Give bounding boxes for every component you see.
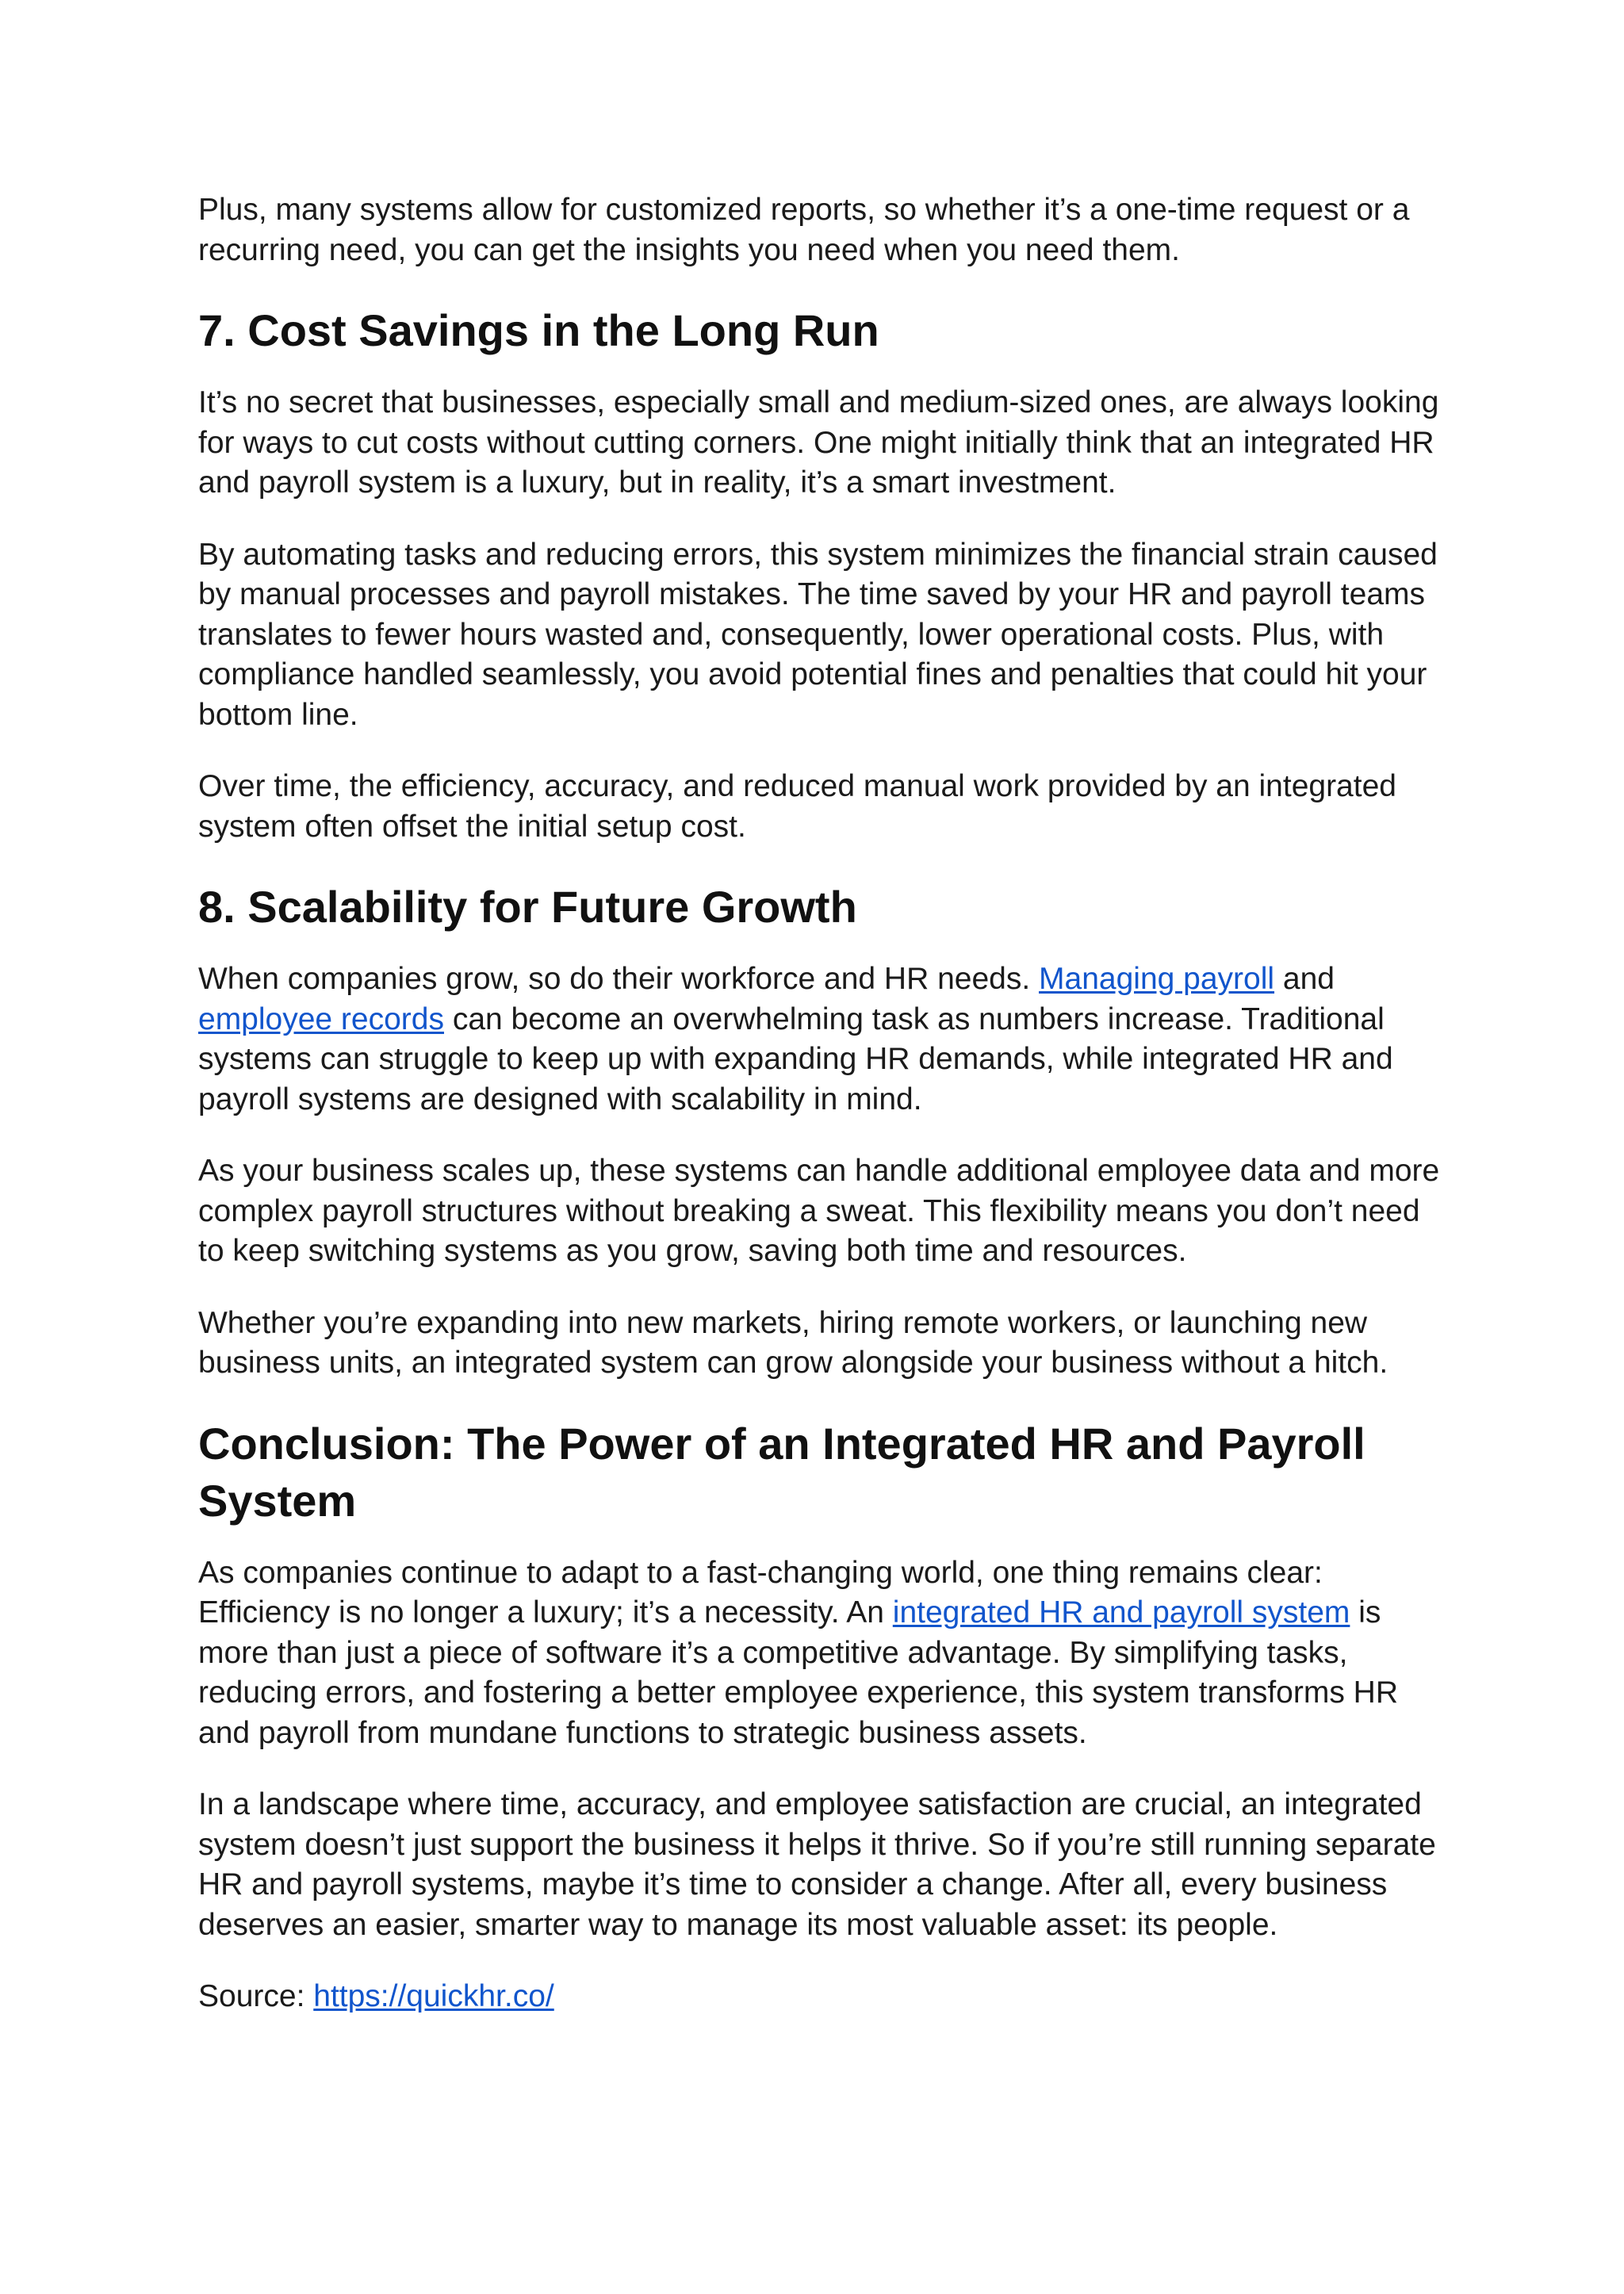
section-7-paragraph-2: By automating tasks and reducing errors, this system minimizes the financial strain caused by manual processes and payroll mistakes. The time saved by your HR and payroll teams translates to fewer hours wasted and, consequently, lower operational costs. Plus, with compliance handled seamlessly, you avoid potential fines and penalties that could hit your bottom line. (198, 537, 1438, 732)
source-label: Source: (198, 1979, 314, 2013)
section-8-p1-text-end: can become an overwhelming task as numbers increase. Traditional systems can struggle to keep up with expanding HR demands, while integrated HR and payroll systems are designed with scalability in mind. (198, 1001, 1393, 1116)
section-7-paragraph-1: It’s no secret that businesses, especially small and medium-sized ones, are always looking for ways to cut costs without cutting corners. One might initially think that an integrated HR and payroll system is a luxury, but in reality, it’s a smart investment. (198, 385, 1439, 500)
integrated-hr-payroll-link[interactable]: integrated HR and payroll system (892, 1595, 1350, 1630)
managing-payroll-link[interactable]: Managing payroll (1039, 962, 1275, 996)
section-7-heading: 7. Cost Savings in the Long Run (198, 305, 879, 355)
section-8-paragraph-1 (198, 959, 1451, 1120)
source-line (198, 1977, 1451, 2017)
source-link[interactable]: https://quickhr.co/ (313, 1979, 554, 2013)
conclusion-p1-text-start: As companies continue to adapt to a fast-changing world, one thing remains clear: Efficiency is no longer a luxury; it’s a necessity. An (198, 1555, 1323, 1630)
employee-records-link[interactable]: employee records (198, 1001, 444, 1036)
section-8-heading: 8. Scalability for Future Growth (198, 882, 857, 932)
document-body (198, 190, 1451, 2049)
section-8-p1-text-start: When companies grow, so do their workforce and HR needs. (198, 962, 1040, 996)
section-7-paragraph-3: Over time, the efficiency, accuracy, and reduced manual work provided by an integrated system often offset the initial setup cost. (198, 769, 1396, 844)
intro-paragraph: Plus, many systems allow for customized reports, so whether it’s a one-time request or a recurring need, you can get the insights you need when you need them. (198, 193, 1410, 267)
conclusion-paragraph-2: In a landscape where time, accuracy, and employee satisfaction are crucial, an integrated system doesn’t just support the business it helps it thrive. So if you’re still running separate HR and payroll systems, maybe it’s time to consider a change. After all, every business deserves an easier, smarter way to manage its most valuable asset: its people. (198, 1787, 1436, 1942)
conclusion-heading: Conclusion: The Power of an Integrated HR and Payroll System (198, 1418, 1365, 1526)
section-8-p1-text-mid: and (1274, 962, 1335, 996)
conclusion-paragraph-1 (198, 1553, 1451, 1754)
section-8-paragraph-2: As your business scales up, these systems can handle additional employee data and more complex payroll structures without breaking a sweat. This flexibility means you don’t need to keep switching systems as you grow, saving both time and resources. (198, 1154, 1440, 1268)
conclusion-p1-text-end: is more than just a piece of software it’s a competitive advantage. By simplifying tasks, reducing errors, and fostering a better employee experience, this system transforms HR and payroll from mundane functions to strategic business assets. (198, 1595, 1399, 1750)
section-8-paragraph-3: Whether you’re expanding into new markets, hiring remote workers, or launching new business units, an integrated system can grow alongside your business without a hitch. (198, 1305, 1388, 1380)
